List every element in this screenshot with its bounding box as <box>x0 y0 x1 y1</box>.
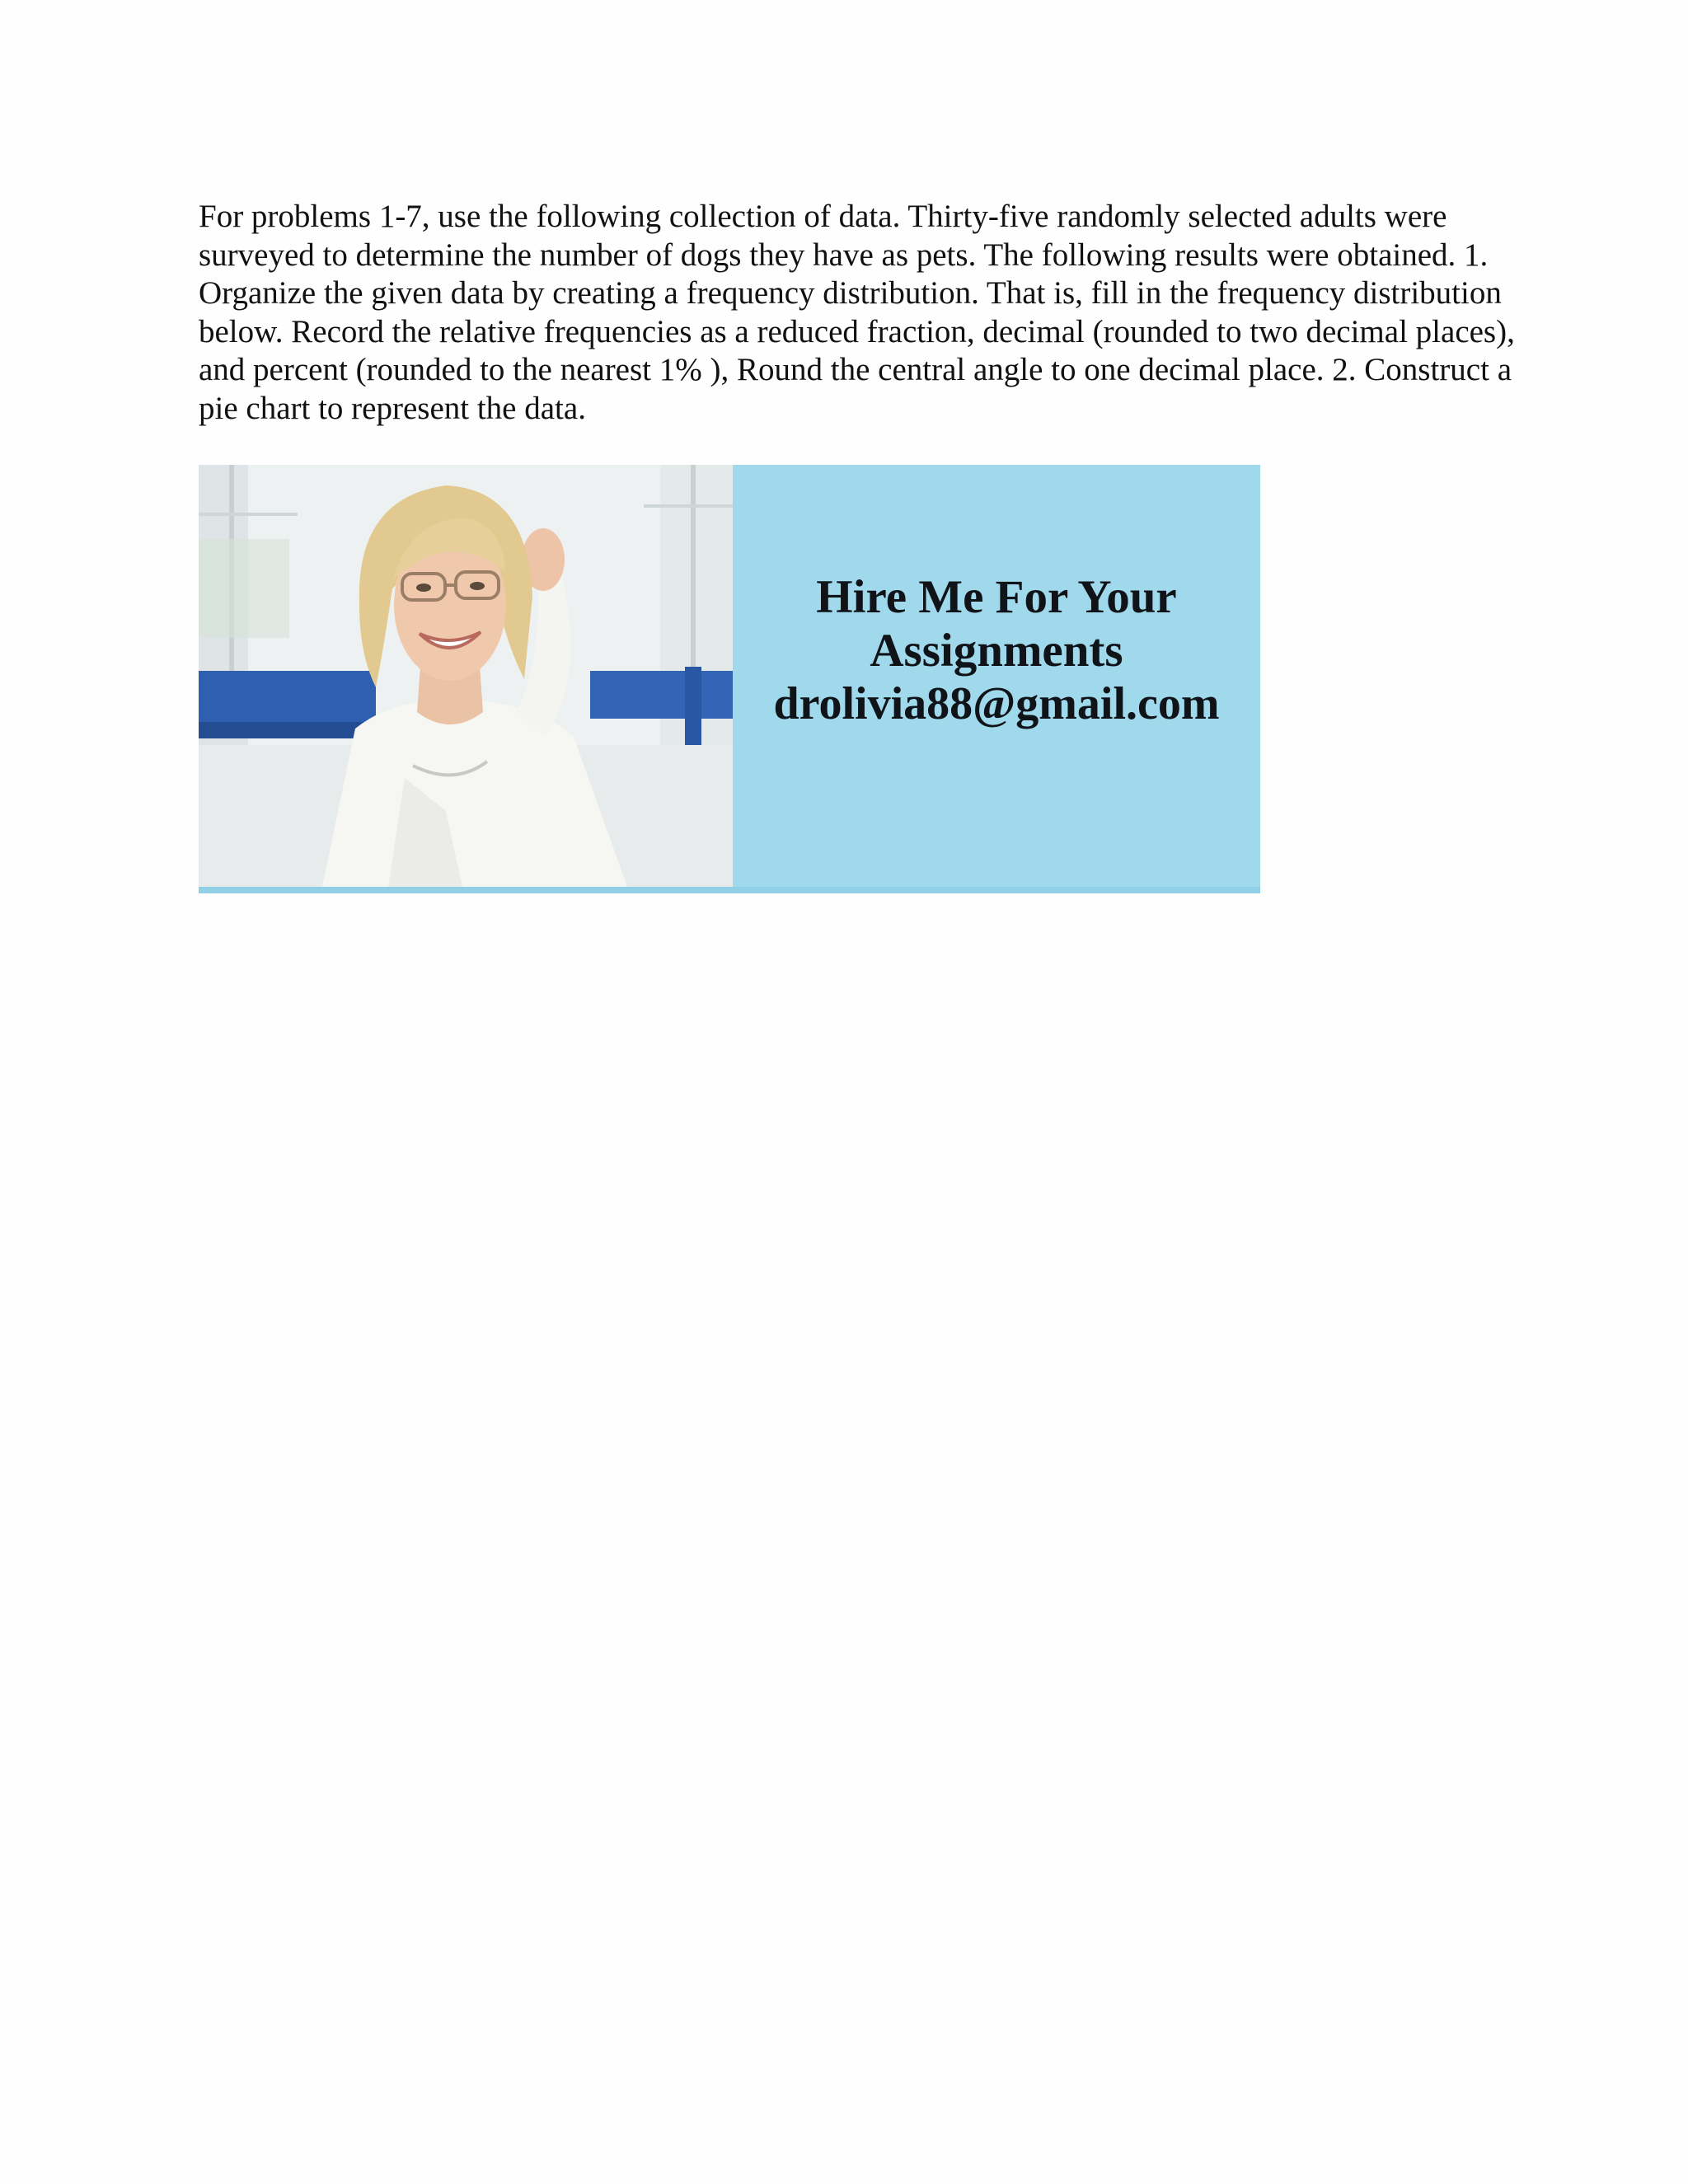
ad-headline-line1: Hire Me For Your <box>816 571 1177 623</box>
ad-bottom-strip <box>199 887 1260 893</box>
problem-statement: For problems 1-7, use the following collection of data. Thirty-five randomly selected adults were surveyed to determine the number of dogs they have as pets. The following results were obtained. 1. Organize the given data by creating a frequency distribution. That is, fill in the frequency distribution below. Record the relative frequencies as a reduced fraction, decimal (rounded to two decimal places), and percent (rounded to the nearest 1% ), Round the central angle to one decimal place. 2. Construct a pie chart to represent the data. <box>199 199 1515 426</box>
ad-headline-line2: Assignments <box>870 625 1123 677</box>
ad-banner[interactable] <box>199 465 1260 893</box>
woman-photo <box>199 465 733 887</box>
ad-email[interactable]: drolivia88@gmail.com <box>773 678 1220 729</box>
ad-text-block <box>733 570 1260 731</box>
